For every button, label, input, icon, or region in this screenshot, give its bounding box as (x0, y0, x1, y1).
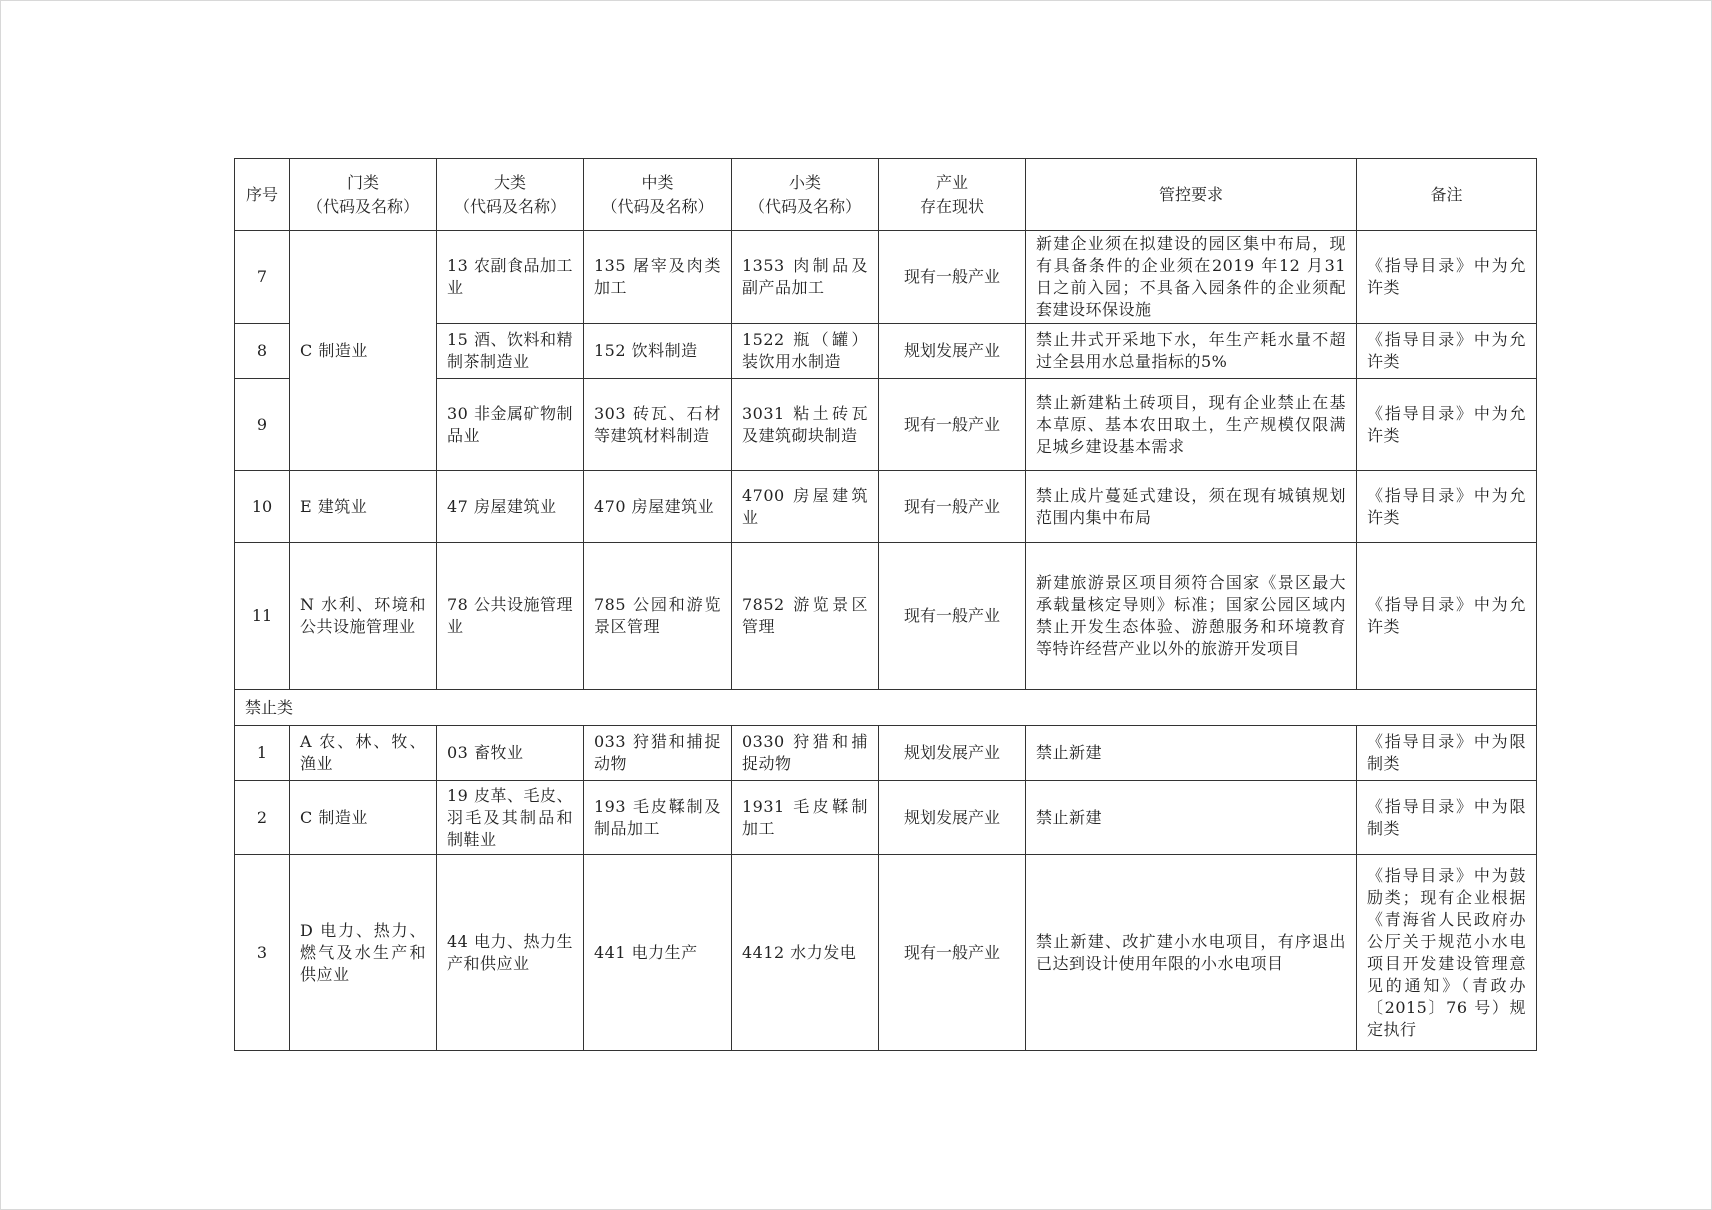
table-row (235, 543, 1537, 690)
row-status: 现有一般产业 (879, 855, 1026, 1051)
row-xiaolei: 3031 粘土砖瓦及建筑砌块制造 (732, 379, 879, 471)
row-status: 现有一般产业 (879, 379, 1026, 471)
row-seq: 1 (235, 726, 290, 781)
row-seq: 10 (235, 471, 290, 543)
row-status: 现有一般产业 (879, 231, 1026, 324)
row-note: 《指导目录》中为允许类 (1357, 379, 1537, 471)
header-zhonglei: 中类 （代码及名称） (584, 159, 732, 231)
row-dalei: 44 电力、热力生产和供应业 (437, 855, 584, 1051)
header-dalei: 大类 （代码及名称） (437, 159, 584, 231)
row-dalei: 78 公共设施管理业 (437, 543, 584, 690)
row-zhonglei: 135 屠宰及肉类加工 (584, 231, 732, 324)
row-xiaolei: 4412 水力发电 (732, 855, 879, 1051)
row-note: 《指导目录》中为允许类 (1357, 324, 1537, 379)
row-zhonglei: 193 毛皮鞣制及制品加工 (584, 781, 732, 855)
row-requirement: 新建旅游景区项目须符合国家《景区最大承载量核定导则》标准；国家公园区域内禁止开发生态体验、游憩服务和环境教育等特许经营产业以外的旅游开发项目 (1026, 543, 1357, 690)
table-header-row (235, 159, 1537, 231)
row-status: 现有一般产业 (879, 543, 1026, 690)
row-xiaolei: 7852 游览景区管理 (732, 543, 879, 690)
row-zhonglei: 785 公园和游览景区管理 (584, 543, 732, 690)
row-xiaolei: 4700 房屋建筑业 (732, 471, 879, 543)
row-seq: 8 (235, 324, 290, 379)
row-requirement: 禁止成片蔓延式建设，须在现有城镇规划范围内集中布局 (1026, 471, 1357, 543)
industry-control-table (234, 158, 1537, 1051)
row-dalei: 19 皮革、毛皮、羽毛及其制品和制鞋业 (437, 781, 584, 855)
row-requirement: 禁止新建 (1026, 781, 1357, 855)
header-requirement: 管控要求 (1026, 159, 1357, 231)
row-status: 规划发展产业 (879, 726, 1026, 781)
header-note: 备注 (1357, 159, 1537, 231)
row-dalei: 47 房屋建筑业 (437, 471, 584, 543)
row-requirement: 禁止井式开采地下水，年生产耗水量不超过全县用水总量指标的5% (1026, 324, 1357, 379)
row-menlei: N 水利、环境和公共设施管理业 (290, 543, 437, 690)
row-dalei: 13 农副食品加工业 (437, 231, 584, 324)
header-seq: 序号 (235, 159, 290, 231)
row-zhonglei: 303 砖瓦、石材等建筑材料制造 (584, 379, 732, 471)
section-row (235, 690, 1537, 726)
row-menlei: E 建筑业 (290, 471, 437, 543)
row-requirement: 禁止新建 (1026, 726, 1357, 781)
table-row (235, 855, 1537, 1051)
row-note: 《指导目录》中为限制类 (1357, 781, 1537, 855)
row-note: 《指导目录》中为允许类 (1357, 471, 1537, 543)
row-requirement: 新建企业须在拟建设的园区集中布局，现有具备条件的企业须在2019 年12 月31 日之前入园；不具备入园条件的企业须配套建设环保设施 (1026, 231, 1357, 324)
row-menlei: A 农、林、牧、渔业 (290, 726, 437, 781)
row-note: 《指导目录》中为允许类 (1357, 543, 1537, 690)
row-requirement: 禁止新建、改扩建小水电项目，有序退出已达到设计使用年限的小水电项目 (1026, 855, 1357, 1051)
row-zhonglei: 152 饮料制造 (584, 324, 732, 379)
row-zhonglei: 441 电力生产 (584, 855, 732, 1051)
row-seq: 2 (235, 781, 290, 855)
row-menlei: C 制造业 (290, 231, 437, 471)
header-menlei: 门类 （代码及名称） (290, 159, 437, 231)
row-status: 规划发展产业 (879, 781, 1026, 855)
row-xiaolei: 1931 毛皮鞣制加工 (732, 781, 879, 855)
row-xiaolei: 0330 狩猎和捕捉动物 (732, 726, 879, 781)
row-note: 《指导目录》中为鼓励类；现有企业根据《青海省人民政府办公厅关于规范小水电项目开发建设管理意见的通知》（青政办〔2015〕76 号）规定执行 (1357, 855, 1537, 1051)
row-seq: 9 (235, 379, 290, 471)
row-seq: 11 (235, 543, 290, 690)
header-xiaolei: 小类 （代码及名称） (732, 159, 879, 231)
row-status: 现有一般产业 (879, 471, 1026, 543)
row-requirement: 禁止新建粘土砖项目，现有企业禁止在基本草原、基本农田取土，生产规模仅限满足城乡建设基本需求 (1026, 379, 1357, 471)
header-status: 产业 存在现状 (879, 159, 1026, 231)
row-dalei: 03 畜牧业 (437, 726, 584, 781)
table-row (235, 781, 1537, 855)
row-zhonglei: 470 房屋建筑业 (584, 471, 732, 543)
row-dalei: 15 酒、饮料和精制茶制造业 (437, 324, 584, 379)
row-seq: 7 (235, 231, 290, 324)
table-row (235, 471, 1537, 543)
row-seq: 3 (235, 855, 290, 1051)
row-xiaolei: 1353 肉制品及副产品加工 (732, 231, 879, 324)
row-menlei: D 电力、热力、燃气及水生产和供应业 (290, 855, 437, 1051)
row-zhonglei: 033 狩猎和捕捉动物 (584, 726, 732, 781)
row-menlei: C 制造业 (290, 781, 437, 855)
row-note: 《指导目录》中为允许类 (1357, 231, 1537, 324)
row-xiaolei: 1522 瓶（罐）装饮用水制造 (732, 324, 879, 379)
section-forbidden-title: 禁止类 (235, 690, 1537, 726)
row-dalei: 30 非金属矿物制品业 (437, 379, 584, 471)
row-note: 《指导目录》中为限制类 (1357, 726, 1537, 781)
table-row (235, 726, 1537, 781)
table-row (235, 231, 1537, 324)
row-status: 规划发展产业 (879, 324, 1026, 379)
